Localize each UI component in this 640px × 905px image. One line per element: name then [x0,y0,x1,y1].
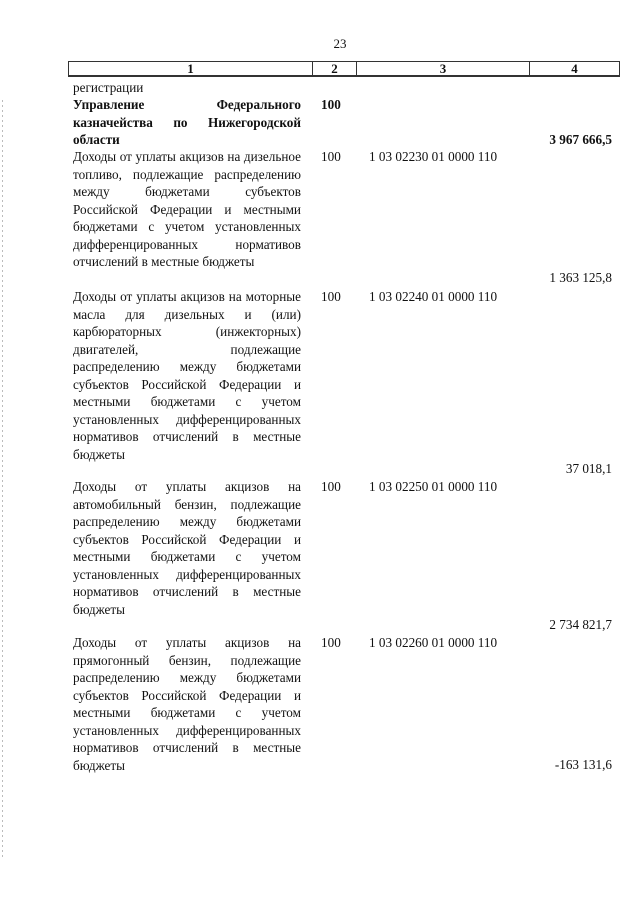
row-admin-code: 100 [321,479,341,494]
org-code-cell: 100 [321,97,341,112]
row-description: Доходы от уплаты акцизов на моторные масла для дизельных и (или) карбюраторных (инжекторных) двигателей, подлежащие распределению между бюджетами субъектов Российской Федерации и местными бюджетами с учетом установленных дифференцированных нормативов отчислений в местные бюджеты [73,289,301,462]
row-continuation-text: регистрации [73,80,144,95]
column-header-2: 2 [312,62,356,75]
row-admin-code: 100 [321,149,341,164]
row-admin-code: 100 [321,635,341,650]
column-header-4: 4 [529,62,619,75]
row-description: Доходы от уплаты акцизов на автомобильный бензин, подлежащие распределению между бюджетами субъектов Российской Федерации и местными бюджетами с учетом установленных дифференцированных нормативов отчислений в местные бюджеты [73,479,301,617]
column-header-3: 3 [356,62,529,75]
row-amount: 2 734 821,7 [549,617,612,632]
org-total-amount: 3 967 666,5 [549,132,612,147]
row-description: Доходы от уплаты акцизов на дизельное топливо, подлежащие распределению между бюджетами субъектов Российской Федерации и местными бюджетами с учетом установленных дифференцированных нормативов отчислений в местные бюджеты [73,149,301,269]
row-kbk-code: 1 03 02260 01 0000 110 [369,635,498,650]
row-description: Доходы от уплаты акцизов на прямогонный бензин, подлежащие распределению между бюджетами субъектов Российской Федерации и местными бюджетами с учетом установленных дифференцированных нормативов отчислений в местные бюджеты [73,635,301,773]
row-amount: -163 131,6 [554,757,612,772]
table-header-row [68,61,620,77]
row-kbk-code: 1 03 02240 01 0000 110 [369,289,498,304]
row-amount: 37 018,1 [565,461,612,476]
org-name-cell: Управление Федерального казначейства по Нижегородской области [73,97,301,147]
row-kbk-code: 1 03 02250 01 0000 110 [369,479,498,494]
column-header-1: 1 [187,61,194,76]
row-amount: 1 363 125,8 [549,270,612,285]
scan-edge-line [2,100,3,860]
row-admin-code: 100 [321,289,341,304]
page-number: 23 [333,36,347,51]
row-kbk-code: 1 03 02230 01 0000 110 [369,149,498,164]
